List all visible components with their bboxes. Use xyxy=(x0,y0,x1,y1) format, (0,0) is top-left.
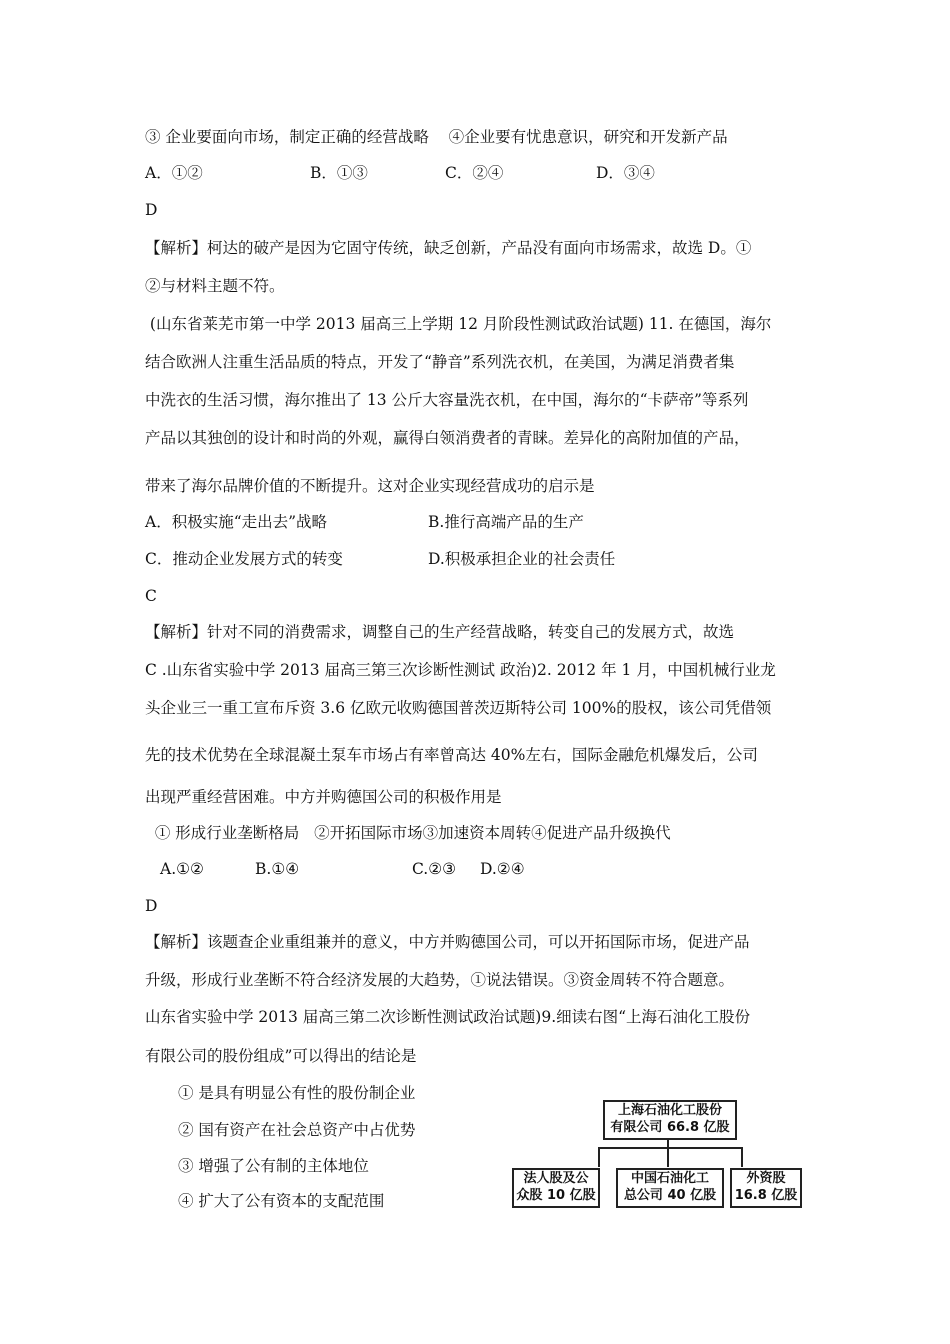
q11-stem-line-1: (山东省莱芜市第一中学 2013 届高三上学期 12 月阶段性测试政治试题) 11. 在德国，海尔 xyxy=(145,315,772,333)
q11-choice-b: B.推行高端产品的生产 xyxy=(428,513,584,531)
diagram-company-line-1: 上海石油化工股份 xyxy=(617,1103,722,1118)
q11-analysis-line-2: C .山东省实验中学 2013 届高三第三次诊断性测试 政治)2. 2012 年 1 月，中国机械行业龙 xyxy=(145,661,776,679)
q9-statement-1: ① 是具有明显公有性的股份制企业 xyxy=(178,1084,416,1102)
q10-choice-a: A．①② xyxy=(145,164,203,182)
q10-choice-d: D．③④ xyxy=(596,164,655,182)
q2-analysis-line-1: 【解析】该题查企业重组兼并的意义，中方并购德国公司，可以开拓国际市场，促进产品 xyxy=(145,933,750,951)
q2-answer: D xyxy=(145,897,158,915)
q11-analysis-line-1: 【解析】针对不同的消费需求，调整自己的生产经营战略，转变自己的发展方式，故选 xyxy=(145,623,735,641)
q11-analysis-line-3: 头企业三一重工宣布斥资 3.6 亿欧元收购德国普茨迈斯特公司 100%的股权，该公司凭借领 xyxy=(145,699,772,717)
q9-stem-line-1: 山东省实验中学 2013 届高三第二次诊断性测试政治试题)9.细读右图“上海石油化工股份 xyxy=(145,1008,751,1026)
q10-choice-b: B．①③ xyxy=(310,164,368,182)
q10-choice-c: C．②④ xyxy=(445,164,504,182)
q11-stem-line-2: 结合欧洲人注重生活品质的特点，开发了“静音”系列洗衣机，在美国，为满足消费者集 xyxy=(145,353,735,371)
diagram-foreign-line-1: 外资股 xyxy=(746,1171,786,1186)
q11-stem-line-5: 带来了海尔品牌价值的不断提升。这对企业实现经营成功的启示是 xyxy=(145,477,595,495)
diagram-sinopec-line-2: 总公司 40 亿股 xyxy=(623,1188,717,1203)
q10-analysis-line-1: 【解析】柯达的破产是因为它固守传统，缺乏创新，产品没有面向市场需求，故选 D。① xyxy=(145,239,752,257)
q10-analysis-line-2: ②与材料主题不符。 xyxy=(145,277,285,295)
diagram-corporate-line-1: 法人股及公 xyxy=(523,1171,589,1186)
diagram-corporate-line-2: 众股 10 亿股 xyxy=(516,1188,596,1203)
diagram-connector-left xyxy=(598,1147,600,1167)
q9-stem-line-2: 有限公司的股份组成”可以得出的结论是 xyxy=(145,1047,417,1065)
q2-choice-c: C.②③ xyxy=(412,860,457,878)
diagram-connector-horizontal xyxy=(598,1147,743,1149)
q2-choice-b: B.①④ xyxy=(255,860,300,878)
q11-choice-d: D.积极承担企业的社会责任 xyxy=(428,550,616,568)
diagram-box-sinopec xyxy=(616,1168,724,1208)
q9-statement-4: ④ 扩大了公有资本的支配范围 xyxy=(178,1192,385,1210)
diagram-connector-mid xyxy=(667,1147,669,1167)
q9-statement-3: ③ 增强了公有制的主体地位 xyxy=(178,1157,369,1175)
share-composition-diagram xyxy=(508,1092,808,1222)
q11-analysis-line-4: 先的技术优势在全球混凝土泵车市场占有率曾高达 40%左右，国际金融危机爆发后，公司 xyxy=(145,746,758,764)
diagram-connector-right xyxy=(741,1147,743,1167)
diagram-box-corporate-public xyxy=(512,1168,600,1208)
q2-statements: ① 形成行业垄断格局 ②开拓国际市场③加速资本周转④促进产品升级换代 xyxy=(145,824,671,842)
diagram-sinopec-line-1: 中国石油化工 xyxy=(630,1171,709,1186)
q11-stem-line-4: 产品以其独创的设计和时尚的外观，赢得白领消费者的青睐。差异化的高附加值的产品， xyxy=(145,429,750,447)
diagram-foreign-line-2: 16.8 亿股 xyxy=(734,1188,798,1203)
q9-statement-2: ② 国有资产在社会总资产中占优势 xyxy=(178,1121,416,1139)
q11-analysis-line-5: 出现严重经营困难。中方并购德国公司的积极作用是 xyxy=(145,788,502,806)
q10-options-line: ③ 企业要面向市场，制定正确的经营战略 ④企业要有忧患意识，研究和开发新产品 xyxy=(145,128,728,146)
q10-answer: D xyxy=(145,201,158,219)
q11-choice-c: C．推动企业发展方式的转变 xyxy=(145,550,343,568)
q11-stem-line-3: 中洗衣的生活习惯，海尔推出了 13 公斤大容量洗衣机，在中国，海尔的“卡萨帝”等系列 xyxy=(145,391,749,409)
q2-analysis-line-2: 升级，形成行业垄断不符合经济发展的大趋势，①说法错误。③资金周转不符合题意。 xyxy=(145,971,735,989)
diagram-company-line-2: 有限公司 66.8 亿股 xyxy=(610,1120,730,1135)
q2-choice-d: D.②④ xyxy=(480,860,525,878)
q11-answer: C xyxy=(145,587,157,605)
q11-choice-a: A．积极实施“走出去”战略 xyxy=(145,513,328,531)
diagram-box-company xyxy=(603,1100,737,1140)
diagram-box-foreign xyxy=(730,1168,802,1208)
q2-choice-a: A.①② xyxy=(160,860,204,878)
